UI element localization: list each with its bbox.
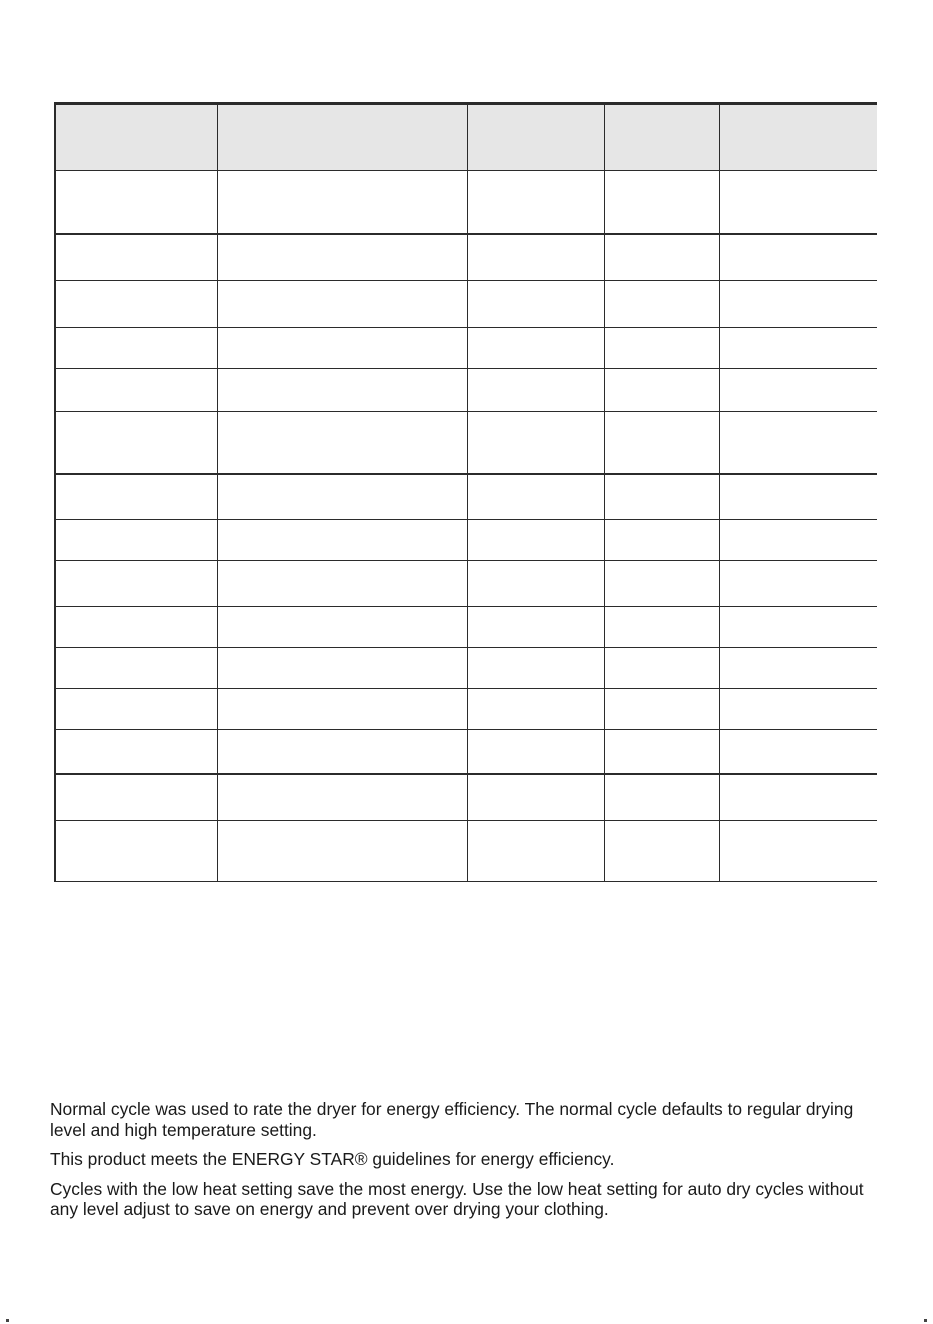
table-cell <box>719 689 877 730</box>
table-cell <box>467 369 604 412</box>
table-cell <box>604 412 719 474</box>
table-row <box>55 281 877 328</box>
table-cell <box>467 821 604 882</box>
table-cell <box>55 561 217 607</box>
table-cell <box>719 774 877 821</box>
table-cell <box>55 412 217 474</box>
table-row <box>55 821 877 882</box>
table-cell <box>217 171 467 234</box>
table-cell <box>719 648 877 689</box>
table-cell <box>719 412 877 474</box>
table-cell <box>719 281 877 328</box>
table-row <box>55 561 877 607</box>
table-cell <box>467 648 604 689</box>
energy-notes <box>50 1099 890 1229</box>
table-cell <box>719 369 877 412</box>
table-cell <box>55 234 217 281</box>
table-cell <box>719 234 877 281</box>
table-cell <box>604 774 719 821</box>
table-row <box>55 234 877 281</box>
table-cell <box>467 234 604 281</box>
table-cell <box>217 412 467 474</box>
table-cell <box>719 561 877 607</box>
table-cell <box>217 328 467 369</box>
header-cell <box>467 104 604 171</box>
table-cell <box>719 607 877 648</box>
header-cell <box>719 104 877 171</box>
table-cell <box>604 234 719 281</box>
table-cell <box>719 474 877 520</box>
table-cell <box>467 520 604 561</box>
table-row <box>55 412 877 474</box>
table-cell <box>467 774 604 821</box>
table-cell <box>719 171 877 234</box>
table-cell <box>467 171 604 234</box>
table-cell <box>467 689 604 730</box>
table-cell <box>604 328 719 369</box>
table-row <box>55 171 877 234</box>
table-cell <box>604 607 719 648</box>
table-row <box>55 328 877 369</box>
table-cell <box>217 689 467 730</box>
table-cell <box>55 607 217 648</box>
table-cell <box>217 561 467 607</box>
table-cell <box>55 281 217 328</box>
table-cell <box>467 607 604 648</box>
note-energy-star: This product meets the ENERGY STAR® guidelines for energy efficiency. <box>50 1149 615 1169</box>
header-cell <box>217 104 467 171</box>
table-cell <box>55 520 217 561</box>
table-cell <box>217 234 467 281</box>
note-low-heat: Cycles with the low heat setting save the most energy. Use the low heat setting for auto dry cycles without any level adjust to save on energy and prevent over drying your clothing. <box>50 1178 864 1219</box>
table-row <box>55 474 877 520</box>
table-cell <box>55 171 217 234</box>
header-cell <box>604 104 719 171</box>
table-row <box>55 774 877 821</box>
table-cell <box>604 474 719 520</box>
table-cell <box>604 369 719 412</box>
corner-mark <box>924 1319 927 1322</box>
table-row <box>55 689 877 730</box>
table-cell <box>604 730 719 774</box>
table-cell <box>467 281 604 328</box>
table-cell <box>217 520 467 561</box>
table-cell <box>604 520 719 561</box>
table-cell <box>55 369 217 412</box>
table-cell <box>719 520 877 561</box>
table-cell <box>604 561 719 607</box>
table-cell <box>55 648 217 689</box>
table-cell <box>217 474 467 520</box>
table-cell <box>55 821 217 882</box>
table-cell <box>217 607 467 648</box>
table-cell <box>217 821 467 882</box>
table-cell <box>217 648 467 689</box>
table-header-row <box>55 104 877 171</box>
table-cell <box>55 689 217 730</box>
table-cell <box>55 474 217 520</box>
table-cell <box>217 281 467 328</box>
table-row <box>55 648 877 689</box>
table-row <box>55 730 877 774</box>
table-cell <box>467 474 604 520</box>
table-cell <box>719 328 877 369</box>
cycle-settings-table <box>54 102 877 882</box>
table-row <box>55 607 877 648</box>
table-cell <box>719 821 877 882</box>
table-cell <box>604 171 719 234</box>
corner-mark <box>6 1319 9 1322</box>
table-cell <box>719 730 877 774</box>
table-cell <box>467 328 604 369</box>
table-cell <box>217 774 467 821</box>
note-normal-cycle: Normal cycle was used to rate the dryer for energy efficiency. The normal cycle defaults to regular drying level and high temperature setting. <box>50 1099 854 1140</box>
table-cell <box>467 412 604 474</box>
table-row <box>55 369 877 412</box>
table-cell <box>55 774 217 821</box>
table-cell <box>467 561 604 607</box>
table-row <box>55 520 877 561</box>
table-cell <box>604 689 719 730</box>
table-cell <box>604 648 719 689</box>
table-cell <box>604 281 719 328</box>
table-cell <box>55 730 217 774</box>
table-cell <box>467 730 604 774</box>
table-cell <box>217 730 467 774</box>
table-cell <box>55 328 217 369</box>
header-cell <box>55 104 217 171</box>
table-cell <box>217 369 467 412</box>
table-cell <box>604 821 719 882</box>
